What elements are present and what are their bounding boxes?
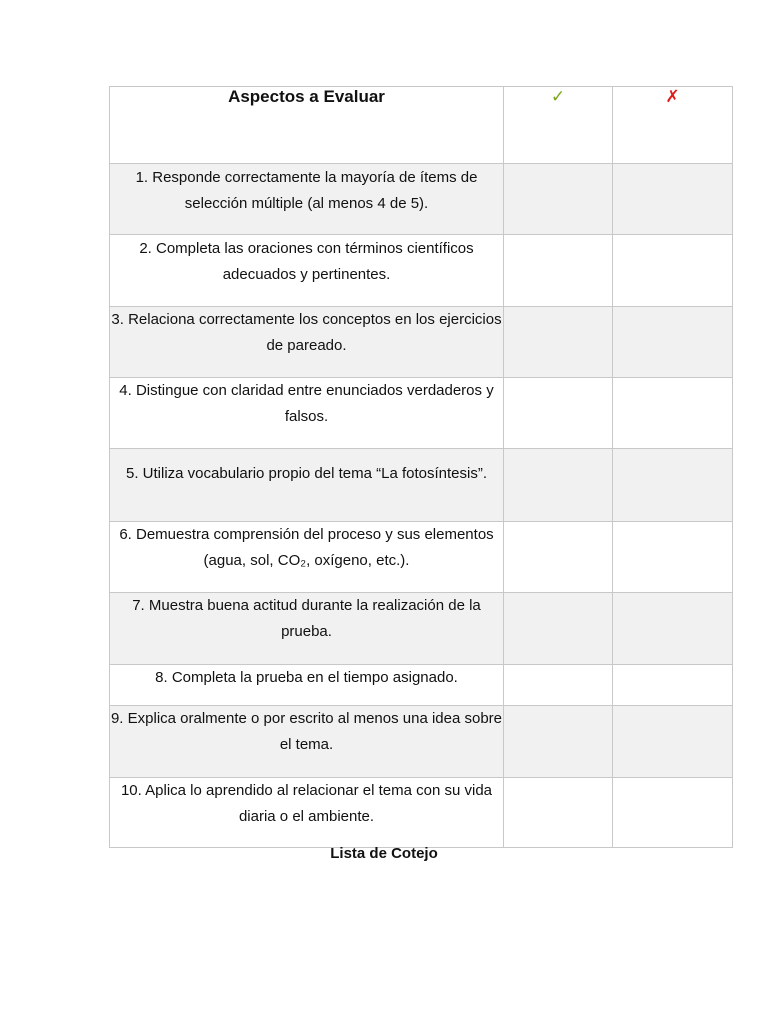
criterion-text: 3. Relaciona correctamente los conceptos en los ejercicios de pareado. xyxy=(110,307,504,378)
header-aspects: Aspectos a Evaluar xyxy=(110,87,504,164)
checklist-table xyxy=(109,86,733,848)
table-caption: Lista de Cotejo xyxy=(330,845,438,862)
check-cell[interactable] xyxy=(504,778,613,848)
cross-mark-icon: ✗ xyxy=(665,87,680,106)
criterion-text: 6. Demuestra comprensión del proceso y sus elementos (agua, sol, CO₂, oxígeno, etc.). xyxy=(110,522,504,593)
table-row xyxy=(110,235,733,307)
table-row xyxy=(110,522,733,593)
cross-cell[interactable] xyxy=(613,665,733,706)
check-cell[interactable] xyxy=(504,449,613,522)
cross-cell[interactable] xyxy=(613,706,733,778)
cross-cell[interactable] xyxy=(613,778,733,848)
cross-cell[interactable] xyxy=(613,449,733,522)
check-cell[interactable] xyxy=(504,164,613,235)
table-row xyxy=(110,593,733,665)
table-row xyxy=(110,378,733,449)
criterion-text: 9. Explica oralmente o por escrito al menos una idea sobre el tema. xyxy=(110,706,504,778)
criterion-text: 4. Distingue con claridad entre enunciados verdaderos y falsos. xyxy=(110,378,504,449)
cross-cell[interactable] xyxy=(613,307,733,378)
table-row xyxy=(110,778,733,848)
header-check-column xyxy=(504,87,613,164)
cross-cell[interactable] xyxy=(613,378,733,449)
check-mark-icon: ✓ xyxy=(550,87,566,106)
criterion-text: 8. Completa la prueba en el tiempo asignado. xyxy=(110,665,504,706)
table-row xyxy=(110,164,733,235)
criterion-text: 10. Aplica lo aprendido al relacionar el tema con su vida diaria o el ambiente. xyxy=(110,778,504,848)
criterion-text: 7. Muestra buena actitud durante la realización de la prueba. xyxy=(110,593,504,665)
table-row xyxy=(110,706,733,778)
cross-cell[interactable] xyxy=(613,593,733,665)
header-cross-column xyxy=(613,87,733,164)
cross-cell[interactable] xyxy=(613,522,733,593)
check-cell[interactable] xyxy=(504,593,613,665)
check-cell[interactable] xyxy=(504,522,613,593)
check-cell[interactable] xyxy=(504,378,613,449)
table-header-row xyxy=(110,87,733,164)
table-row xyxy=(110,665,733,706)
criterion-text: 1. Responde correctamente la mayoría de ítems de selección múltiple (al menos 4 de 5). xyxy=(110,164,504,235)
check-cell[interactable] xyxy=(504,665,613,706)
table-row xyxy=(110,449,733,522)
cross-cell[interactable] xyxy=(613,235,733,307)
cross-cell[interactable] xyxy=(613,164,733,235)
criterion-text: 5. Utiliza vocabulario propio del tema “La fotosíntesis”. xyxy=(110,449,504,522)
criterion-text: 2. Completa las oraciones con términos científicos adecuados y pertinentes. xyxy=(110,235,504,307)
table-row xyxy=(110,307,733,378)
check-cell[interactable] xyxy=(504,706,613,778)
check-cell[interactable] xyxy=(504,235,613,307)
check-cell[interactable] xyxy=(504,307,613,378)
